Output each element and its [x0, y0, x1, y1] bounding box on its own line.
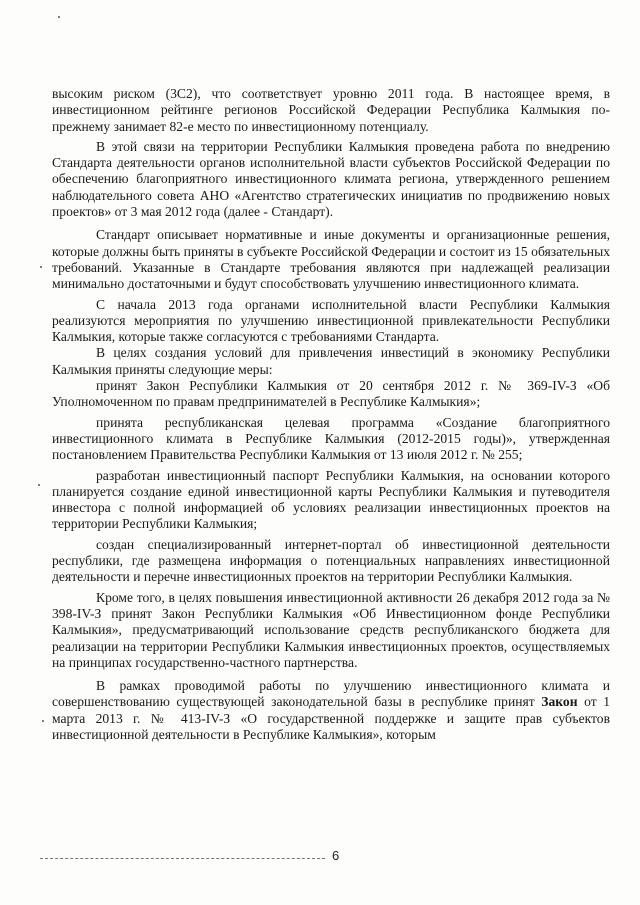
list-item: разработан инвестиционный паспорт Республики Калмыкия, на основании которого планируется создание единой инвестиционной карты Республики Калмыкия и путеводителя инвестора с полной информацией об условиях реализации инвестиционных проектов на территории Республики Калмыкия;	[52, 467, 610, 532]
scan-speck	[42, 720, 44, 722]
scan-speck	[40, 266, 42, 268]
paragraph: высоким риском (3С2), что соответствует уровню 2011 года. В настоящее время, в инвестиционном рейтинге регионов Российской Федерации Республика Калмыкия по-прежнему занимает 82-е место по инвестиционному потенциалу.	[52, 86, 610, 134]
paragraph: В целях создания условий для привлечения инвестиций в экономику Республики Калмыкия приняты следующие меры:	[52, 345, 610, 377]
page-footer	[40, 846, 360, 866]
paragraph-text: от 1 марта 2013 г. № 413-IV-З «О государственной поддержке и защите прав субъектов инвестиционной деятельности в Республике Калмыкия», которым	[52, 694, 611, 742]
list-item: принята республиканская целевая программа «Создание благоприятного инвестиционного климата в Республике Калмыкия (2012-2015 годы)», утвержденная постановлением Правительства Республики Калмыкия от 13 июля 2012 г. № 255;	[52, 414, 610, 463]
scan-speck	[58, 16, 60, 18]
paragraph: Кроме того, в целях повышения инвестиционной активности 26 декабря 2012 года за № 398-IV-З принят Закон Республики Калмыкия «Об Инвестиционном фонде Республики Калмыкия», предусматривающий использование средств республиканского бюджета для реализации на территории Республики Калмыкия инвестиционных проектов, осуществляемых на принципах государственно-частного партнерства.	[52, 589, 610, 670]
list-item: создан специализированный интернет-портал об инвестиционной деятельности республики, где размещена информация о потенциальных направлениях инвестиционной деятельности и перечне инвестиционных проектов на территории Республики Калмыкия.	[52, 536, 610, 585]
scan-speck	[38, 484, 40, 486]
paragraph: Стандарт описывает нормативные и иные документы и организационные решения, которые должны быть приняты в субъекте Российской Федерации и состоит из 15 обязательных требований. Указанные в Стандарте требования являются при надлежащей реализации минимально достаточными и будут способствовать улучшению инвестиционного климата.	[52, 227, 610, 292]
list-item: принят Закон Республики Калмыкия от 20 сентября 2012 г. № 369-IV-З «Об Уполномоченном по правам предпринимателей в Республике Калмыкия»;	[52, 378, 610, 410]
document-body	[52, 86, 610, 743]
paragraph: С начала 2013 года органами исполнительной власти Республики Калмыкия реализуются мероприятия по улучшению инвестиционной привлекательности Республики Калмыкия, которые также согласуются с требованиями Стандарта.	[52, 296, 610, 345]
paragraph: В этой связи на территории Республики Калмыкия проведена работа по внедрению Стандарта деятельности органов исполнительной власти субъектов Российской Федерации по обеспечению благоприятного инвестиционного климата региона, утвержденного решением наблюдательного совета АНО «Агентство стратегических инициатив по продвижению новых проектов» от 3 мая 2012 года (далее - Стандарт).	[52, 138, 610, 220]
paragraph-text: В рамках проводимой работы по улучшению инвестиционного климата и совершенствованию существующей законодательной базы в республике принят	[52, 678, 610, 710]
paragraph-final	[52, 678, 610, 743]
page-number: 6	[332, 848, 340, 863]
law-bold-word: Закон	[541, 694, 578, 710]
footer-divider	[40, 858, 325, 859]
